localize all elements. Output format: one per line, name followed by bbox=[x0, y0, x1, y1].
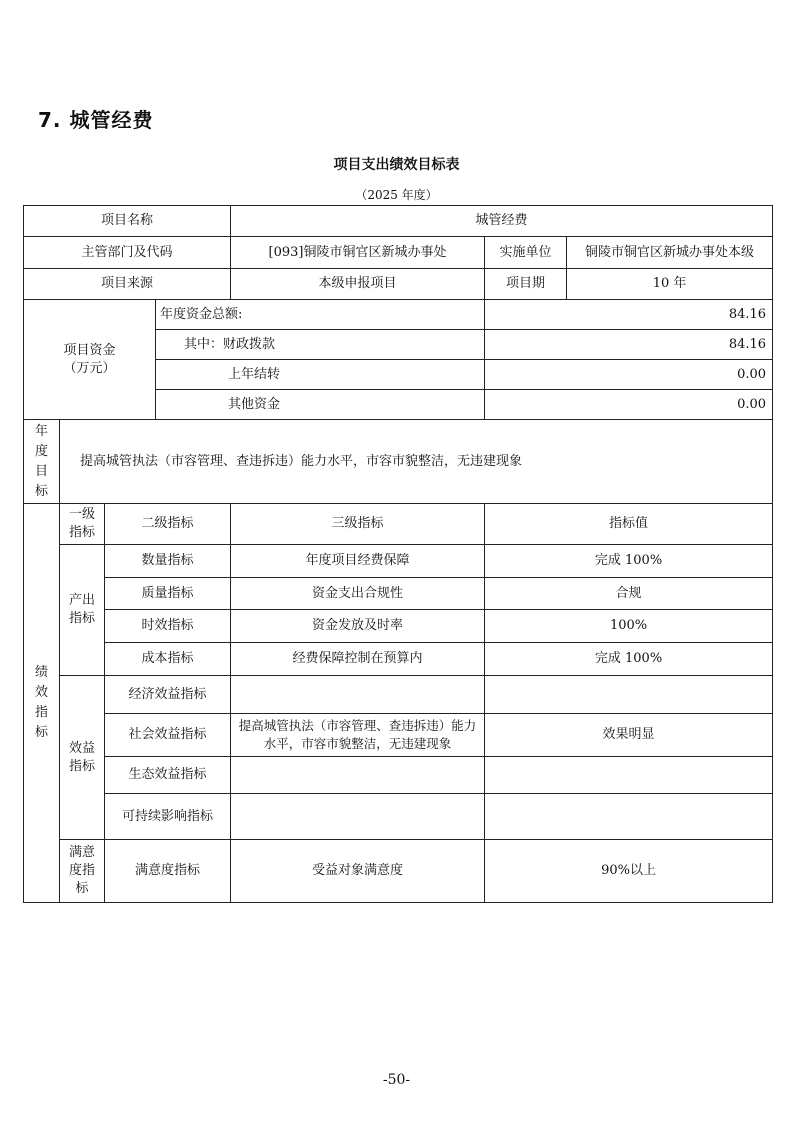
output-l3: 资金支出合规性 bbox=[231, 578, 485, 610]
table-row bbox=[24, 578, 773, 610]
performance-goal-table bbox=[23, 205, 773, 903]
project-name-label: 项目名称 bbox=[24, 206, 231, 237]
page-number: -50- bbox=[382, 1072, 411, 1088]
project-name-value: 城管经费 bbox=[231, 206, 773, 237]
benefit-value: 效果明显 bbox=[485, 714, 773, 757]
row-department bbox=[24, 237, 773, 269]
benefit-value bbox=[485, 794, 773, 840]
row-project-name bbox=[24, 206, 773, 237]
output-l2: 质量指标 bbox=[105, 578, 231, 610]
table-title: 项目支出绩效目标表 bbox=[333, 157, 460, 173]
funds-row-value: 0.00 bbox=[485, 360, 773, 390]
funds-row-label: 年度资金总额: bbox=[156, 300, 485, 330]
annual-goal-text: 提高城管执法（市容管理、查违拆违）能力水平，市容市貌整洁，无违建现象 bbox=[60, 420, 773, 504]
output-l3: 年度项目经费保障 bbox=[231, 545, 485, 578]
output-l3: 经费保障控制在预算内 bbox=[231, 643, 485, 676]
benefit-l3 bbox=[231, 676, 485, 714]
satisfaction-l3: 受益对象满意度 bbox=[231, 840, 485, 903]
dept-value: [093]铜陵市铜官区新城办事处 bbox=[231, 237, 485, 269]
output-l2: 时效指标 bbox=[105, 610, 231, 643]
table-row bbox=[24, 714, 773, 757]
funds-row-label: 上年结转 bbox=[156, 360, 485, 390]
funds-label-line2: （万元） bbox=[63, 360, 116, 376]
funds-row-label: 其他资金 bbox=[156, 390, 485, 420]
perf-label: 绩 效 指 标 bbox=[24, 504, 60, 903]
year-note: （2025 年度） bbox=[355, 188, 438, 202]
header-level1: 一级 指标 bbox=[60, 504, 105, 545]
satisfaction-l2: 满意度指标 bbox=[105, 840, 231, 903]
source-value: 本级申报项目 bbox=[231, 269, 485, 300]
funds-row-label: 其中：财政拨款 bbox=[156, 330, 485, 360]
benefit-l2: 经济效益指标 bbox=[105, 676, 231, 714]
period-label: 项目期 bbox=[485, 269, 567, 300]
output-l2: 成本指标 bbox=[105, 643, 231, 676]
table-row bbox=[24, 794, 773, 840]
output-l2: 数量指标 bbox=[105, 545, 231, 578]
benefit-l2: 社会效益指标 bbox=[105, 714, 231, 757]
source-label: 项目来源 bbox=[24, 269, 231, 300]
table-row bbox=[24, 545, 773, 578]
benefit-l2: 生态效益指标 bbox=[105, 757, 231, 794]
impl-value: 铜陵市铜官区新城办事处本级 bbox=[567, 237, 773, 269]
period-value: 10 年 bbox=[567, 269, 773, 300]
row-annual-goal bbox=[24, 420, 773, 504]
benefit-l3 bbox=[231, 757, 485, 794]
output-value: 100% bbox=[485, 610, 773, 643]
benefit-value bbox=[485, 676, 773, 714]
impl-label: 实施单位 bbox=[485, 237, 567, 269]
row-source bbox=[24, 269, 773, 300]
funds-row-value: 0.00 bbox=[485, 390, 773, 420]
table-row bbox=[24, 840, 773, 903]
table-row bbox=[24, 610, 773, 643]
header-level2: 二级指标 bbox=[105, 504, 231, 545]
benefit-value bbox=[485, 757, 773, 794]
dept-label: 主管部门及代码 bbox=[24, 237, 231, 269]
benefit-l2: 可持续影响指标 bbox=[105, 794, 231, 840]
satisfaction-indicators-label: 满意 度指 标 bbox=[60, 840, 105, 903]
output-l3: 资金发放及时率 bbox=[231, 610, 485, 643]
table-row bbox=[24, 757, 773, 794]
output-value: 完成 100% bbox=[485, 545, 773, 578]
funds-row-value: 84.16 bbox=[485, 300, 773, 330]
perf-header-row bbox=[24, 504, 773, 545]
output-value: 完成 100% bbox=[485, 643, 773, 676]
benefit-l3: 提高城管执法（市容管理、查违拆违）能力水平，市容市貌整洁，无违建现象 bbox=[231, 714, 485, 757]
table-row bbox=[24, 643, 773, 676]
header-value: 指标值 bbox=[485, 504, 773, 545]
annual-goal-label: 年 度 目 标 bbox=[24, 420, 60, 504]
section-title: 7. 城管经费 bbox=[38, 108, 154, 132]
funds-label bbox=[24, 300, 156, 420]
benefit-l3 bbox=[231, 794, 485, 840]
header-level3: 三级指标 bbox=[231, 504, 485, 545]
row-funds-total bbox=[24, 300, 773, 330]
output-indicators-label: 产出 指标 bbox=[60, 545, 105, 676]
funds-row-value: 84.16 bbox=[485, 330, 773, 360]
benefit-indicators-label: 效益 指标 bbox=[60, 676, 105, 840]
table-row bbox=[24, 676, 773, 714]
funds-label-line1: 项目资金 bbox=[63, 342, 116, 358]
satisfaction-value: 90%以上 bbox=[485, 840, 773, 903]
output-value: 合规 bbox=[485, 578, 773, 610]
